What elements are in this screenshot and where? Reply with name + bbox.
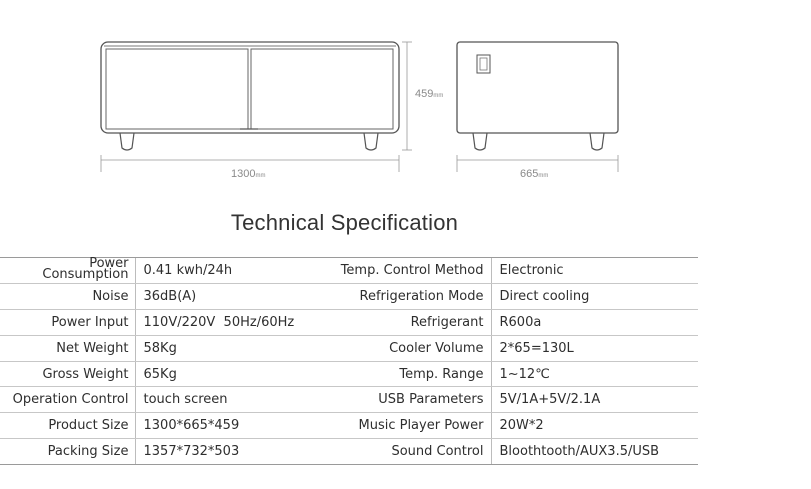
spec-value: 5V/1A+5V/2.1A (491, 387, 698, 413)
table-row (0, 387, 698, 413)
spec-label: Temp. Control Method (331, 258, 491, 284)
front-width-label: 1300mm (231, 168, 266, 180)
spec-value: 1300*665*459 (135, 413, 331, 439)
spec-label: Noise (0, 283, 135, 309)
spec-label: Gross Weight (0, 361, 135, 387)
height-label: 459mm (415, 88, 444, 100)
spec-value: 36dB(A) (135, 283, 331, 309)
side-width-label: 665mm (520, 168, 549, 180)
front-leg-right (364, 133, 378, 150)
front-view-drawing (0, 0, 811, 200)
spec-value: Bloothtooth/AUX3.5/USB (491, 439, 698, 465)
side-leg-left (473, 133, 487, 150)
spec-value: Electronic (491, 258, 698, 284)
spec-value: R600a (491, 309, 698, 335)
spec-label: Refrigerant (331, 309, 491, 335)
side-cabinet-outline (457, 42, 618, 133)
table-row (0, 258, 698, 284)
page-title: Technical Specification (230, 210, 459, 235)
spec-label: Music Player Power (331, 413, 491, 439)
spec-value: 1357*732*503 (135, 439, 331, 465)
spec-label: Product Size (0, 413, 135, 439)
table-row (0, 361, 698, 387)
table-row (0, 413, 698, 439)
spec-table (0, 257, 698, 465)
spec-value: touch screen (135, 387, 331, 413)
spec-value: 20W*2 (491, 413, 698, 439)
spec-value: 2*65=130L (491, 335, 698, 361)
spec-label: Power Consumption (0, 258, 135, 284)
front-cabinet-outline (101, 42, 399, 133)
spec-label: Operation Control (0, 387, 135, 413)
left-door (106, 49, 248, 129)
spec-value: 1~12℃ (491, 361, 698, 387)
table-row (0, 309, 698, 335)
spec-value: 0.41 kwh/24h (135, 258, 331, 284)
right-door (251, 49, 393, 129)
spec-label: USB Parameters (331, 387, 491, 413)
spec-label: Sound Control (331, 439, 491, 465)
spec-value: 65Kg (135, 361, 331, 387)
spec-label: Power Input (0, 309, 135, 335)
spec-label: Net Weight (0, 335, 135, 361)
spec-label: Packing Size (0, 439, 135, 465)
spec-label: Refrigeration Mode (331, 283, 491, 309)
spec-value: Direct cooling (491, 283, 698, 309)
table-row (0, 283, 698, 309)
spec-label: Temp. Range (331, 361, 491, 387)
front-leg-left (120, 133, 134, 150)
table-row (0, 439, 698, 465)
side-leg-right (590, 133, 604, 150)
spec-label: Cooler Volume (331, 335, 491, 361)
table-row (0, 335, 698, 361)
spec-value: 58Kg (135, 335, 331, 361)
spec-value: 110V/220V 50Hz/60Hz (135, 309, 331, 335)
